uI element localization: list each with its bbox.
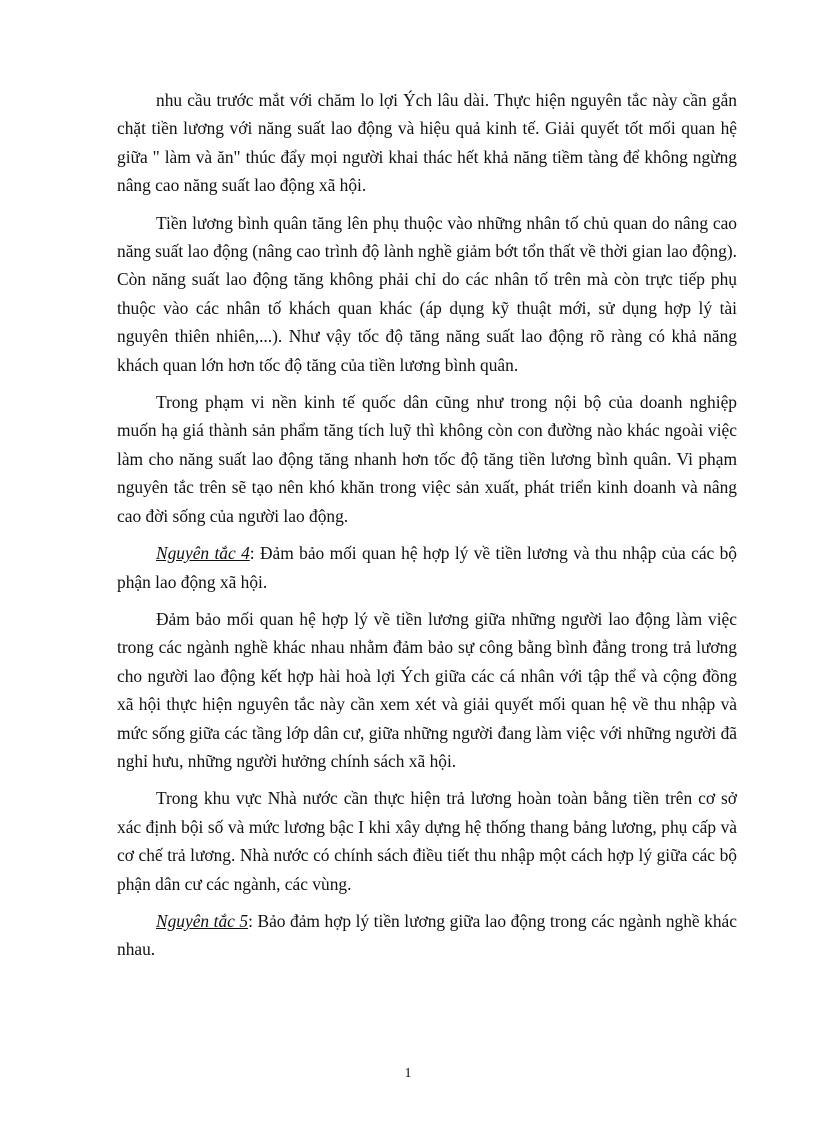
paragraph-5-text: Đảm bảo mối quan hệ hợp lý về tiền lương giữa những người lao động làm việc trong các ngành nghề khác nhau nhằm đảm bảo sự công bằng bình đẳng trong trả lương cho người lao động kết hợp hài hoà lợi Ých giữa các cá nhân với tập thể và cộng đồng xã hội thực hiện nguyên tắc này cần xem xét và giải quyết mối quan hệ về thu nhập và mức sống giữa các tầng lớp dân cư, giữa những người đang làm việc với những người đã nghỉ hưu, những người hưởng chính sách xã hội. bbox=[117, 608, 737, 771]
paragraph-1-text: nhu cầu trước mắt với chăm lo lợi Ých lâu dài. Thực hiện nguyên tắc này cần gắn chặt tiền lương với năng suất lao động và hiệu quả kinh tế. Giải quyết tốt mối quan hệ giữa " làm và ăn" thúc đẩy mọi người khai thác hết khả năng tiềm tàng để không ngừng nâng cao năng suất lao động xã hội. bbox=[117, 90, 737, 196]
paragraph-6-text: Trong khu vực Nhà nước cần thực hiện trả lương hoàn toàn bằng tiền trên cơ sở xác định bội số và mức lương bậc I khi xây dựng hệ thống thang bảng lương, phụ cấp và cơ chế trả lương. Nhà nước có chính sách điều tiết thu nhập một cách hợp lý giữa các bộ phận dân cư các ngành, các vùng. bbox=[117, 788, 737, 894]
principle-4-paragraph bbox=[117, 539, 737, 596]
principle-5-text: : Bảo đảm hợp lý tiền lương giữa lao động trong các ngành nghề khác nhau. bbox=[117, 910, 737, 960]
paragraph-2 bbox=[117, 209, 737, 379]
principle-5-label: Nguyên tắc 5 bbox=[156, 910, 249, 931]
paragraph-1 bbox=[117, 86, 737, 200]
principle-4-text: : Đảm bảo mối quan hệ hợp lý về tiền lương và thu nhập của các bộ phận lao động xã hội. bbox=[117, 543, 738, 592]
document-page bbox=[117, 86, 737, 973]
paragraph-6 bbox=[117, 784, 737, 898]
paragraph-5 bbox=[117, 605, 737, 775]
paragraph-3-text: Trong phạm vi nền kinh tế quốc dân cũng như trong nội bộ của doanh nghiệp muốn hạ giá thành sản phẩm tăng tích luỹ thì không còn con đường nào khác ngoài việc làm cho năng suất lao động tăng nhanh hơn tốc độ tăng tiền lương bình quân. Vi phạm nguyên tắc trên sẽ tạo nên khó khăn trong việc sản xuất, phát triển kinh doanh và nâng cao đời sống của người lao động. bbox=[117, 392, 737, 526]
principle-5-paragraph bbox=[117, 907, 737, 964]
page-number: 1 bbox=[404, 1066, 412, 1081]
principle-4-label: Nguyên tắc 4 bbox=[156, 543, 250, 564]
paragraph-3 bbox=[117, 388, 737, 530]
paragraph-2-text: Tiền lương bình quân tăng lên phụ thuộc vào những nhân tố chủ quan do nâng cao năng suất lao động (nâng cao trình độ lành nghề giảm bớt tổn thất về thời gian lao động). Còn năng suất lao động tăng không phải chỉ do các nhân tố trên mà còn trực tiếp phụ thuộc vào các nhân tố khách quan khác (áp dụng kỹ thuật mới, sử dụng hợp lý tài nguyên thiên nhiên,...). Như vậy tốc độ tăng năng suất lao động rõ ràng có khả năng khách quan lớn hơn tốc độ tăng của tiền lương bình quân. bbox=[117, 212, 737, 375]
